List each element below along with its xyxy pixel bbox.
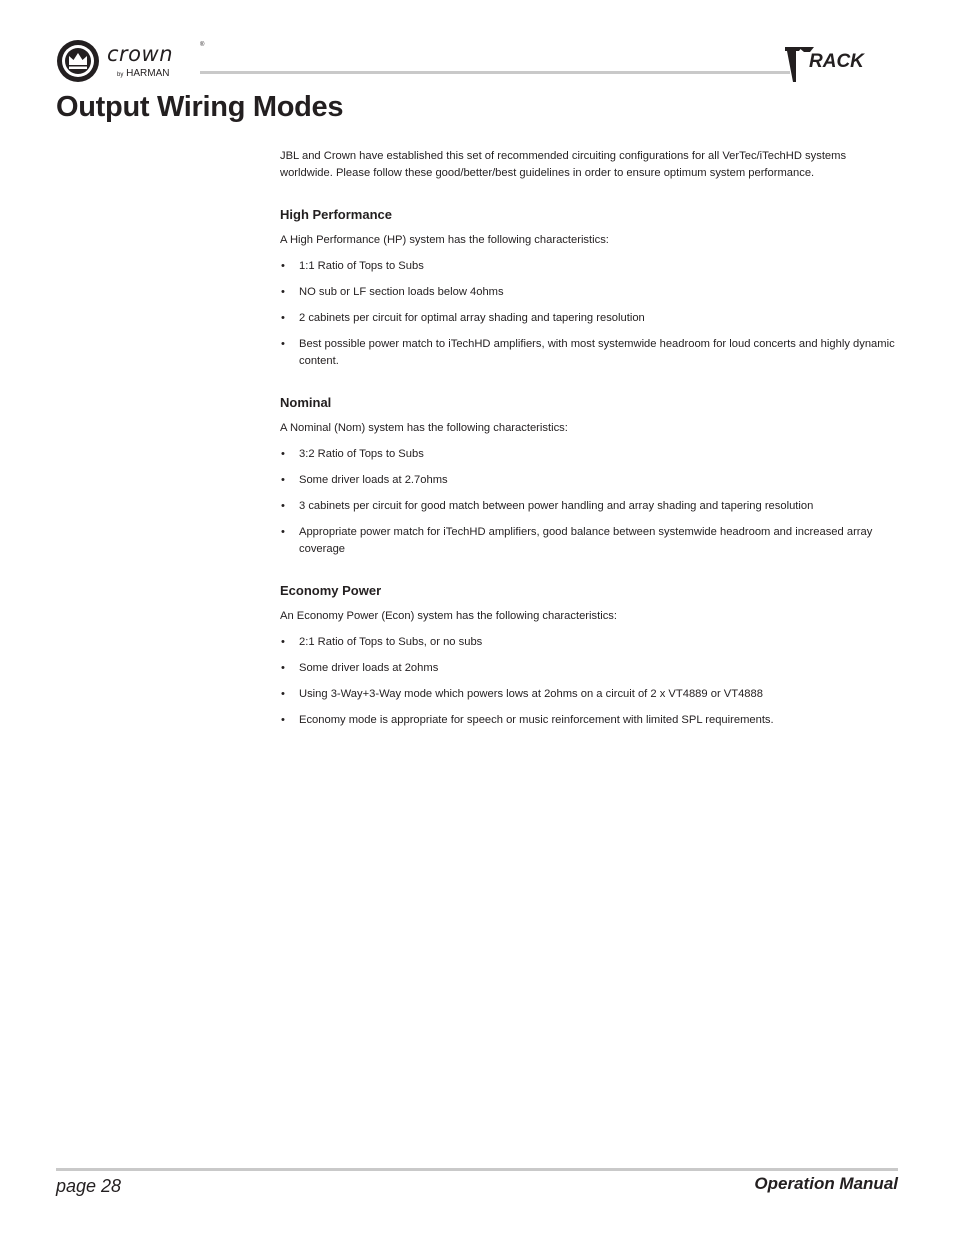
registered-mark: ® xyxy=(200,42,205,48)
bullet-item xyxy=(280,660,898,677)
bullet-text: Economy mode is appropriate for speech or music reinforcement with limited SPL requirements. xyxy=(299,714,774,726)
bullet-text: 2 cabinets per circuit for optimal array shading and tapering resolution xyxy=(299,312,645,324)
bullet-text: 2:1 Ratio of Tops to Subs, or no subs xyxy=(299,636,483,648)
bullet-item xyxy=(280,310,898,327)
bullet-item xyxy=(280,524,898,557)
bullet-text: Some driver loads at 2.7ohms xyxy=(299,474,448,486)
vrack-logo xyxy=(784,42,900,86)
bullet-item xyxy=(280,686,898,703)
bullet-text: 3:2 Ratio of Tops to Subs xyxy=(299,448,424,460)
bullet-text: Best possible power match to iTechHD amplifiers, with most systemwide headroom for loud concerts and highly dynamic content. xyxy=(299,338,895,367)
bullet-icon: • xyxy=(281,500,285,512)
bullet-icon: • xyxy=(281,260,285,272)
bullet-list xyxy=(280,258,898,369)
bullet-list xyxy=(280,634,898,729)
bullet-text: NO sub or LF section loads below 4ohms xyxy=(299,286,504,298)
bullet-text: 1:1 Ratio of Tops to Subs xyxy=(299,260,424,272)
main-content xyxy=(280,148,898,729)
manual-title: Operation Manual xyxy=(754,1174,898,1193)
section xyxy=(280,394,898,557)
bullet-icon: • xyxy=(281,636,285,648)
section xyxy=(280,582,898,729)
sections-container xyxy=(280,206,898,729)
bullet-icon: • xyxy=(281,474,285,486)
header-rule xyxy=(200,71,790,74)
page-title: Output Wiring Modes xyxy=(56,91,344,123)
section-lead: A Nominal (Nom) system has the following characteristics: xyxy=(280,422,568,434)
section-heading: High Performance xyxy=(280,207,392,222)
vrack-wordmark: RACK xyxy=(809,51,864,72)
bullet-icon: • xyxy=(281,312,285,324)
bullet-icon: • xyxy=(281,448,285,460)
bullet-text: Appropriate power match for iTechHD amplifiers, good balance between systemwide headroom and increased array coverage xyxy=(299,526,873,555)
bullet-icon: • xyxy=(281,662,285,674)
bullet-item xyxy=(280,634,898,651)
bullet-icon: • xyxy=(281,688,285,700)
bullet-icon: • xyxy=(281,286,285,298)
bullet-icon: • xyxy=(281,714,285,726)
footer-rule xyxy=(56,1168,898,1171)
crown-emblem-icon xyxy=(55,38,101,84)
page-number: page 28 xyxy=(56,1176,122,1196)
crown-wordmark: crown xyxy=(107,42,174,66)
section-lead: An Economy Power (Econ) system has the following characteristics: xyxy=(280,610,618,622)
bullet-icon: • xyxy=(281,526,285,538)
bullet-text: Using 3-Way+3-Way mode which powers lows at 2ohms on a circuit of 2 x VT4889 or VT4888 xyxy=(299,688,763,700)
section-heading: Nominal xyxy=(280,395,332,410)
section-lead: A High Performance (HP) system has the following characteristics: xyxy=(280,234,609,246)
bullet-item xyxy=(280,258,898,275)
intro-paragraph: JBL and Crown have established this set of recommended circuiting configurations for all VerTec/iTechHD systems worldwide. Please follow these good/better/best guidelines in order to ensure optimum system performance. xyxy=(280,150,847,179)
harman-wordmark: HARMAN xyxy=(126,68,170,79)
bullet-item xyxy=(280,284,898,301)
bullet-item xyxy=(280,472,898,489)
bullet-text: Some driver loads at 2ohms xyxy=(299,662,439,674)
bullet-item xyxy=(280,446,898,463)
harman-byline xyxy=(117,69,169,79)
bullet-text: 3 cabinets per circuit for good match between power handling and array shading and tapering resolution xyxy=(299,500,814,512)
bullet-icon: • xyxy=(281,338,285,350)
section xyxy=(280,206,898,369)
bullet-item xyxy=(280,712,898,729)
bullet-item xyxy=(280,336,898,369)
section-heading: Economy Power xyxy=(280,583,382,598)
bullet-list xyxy=(280,446,898,557)
by-label: by xyxy=(117,72,124,78)
crown-harman-logo xyxy=(55,38,205,86)
bullet-item xyxy=(280,498,898,515)
